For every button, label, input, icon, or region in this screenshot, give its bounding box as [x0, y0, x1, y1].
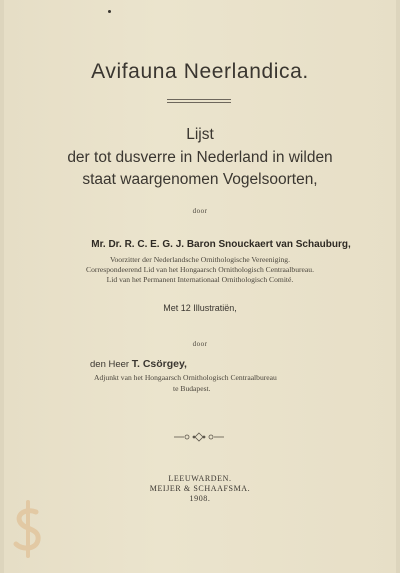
author-name: Mr. Dr. R. C. E. G. J. Baron Snouckaert van Schauburg, — [91, 239, 351, 250]
illustrator-role-1: Adjunkt van het Hongaarsch Ornithologisch Centraalbureau — [94, 373, 277, 382]
by-word-illustrator: door — [192, 340, 208, 348]
author-role-3: Lid van het Permanent Internationaal Ornithologisch Comité. — [106, 275, 294, 284]
book-title: Avifauna Neerlandica. — [91, 60, 309, 83]
illustrator-name: T. Csörgey, — [131, 358, 187, 370]
publication-year: 1908. — [189, 494, 211, 503]
title-rule-top — [167, 99, 231, 100]
printing-speck — [108, 10, 111, 13]
printers-ornament-icon — [174, 432, 224, 442]
author-role-1: Voorzitter der Nederlandsche Ornithologische Vereeniging. — [109, 255, 290, 264]
publisher-name: MEIJER & SCHAAFSMA. — [149, 484, 251, 493]
illustrations-note: Met 12 Illustratiën, — [163, 303, 237, 313]
illustrator-role-2: te Budapest. — [173, 384, 211, 393]
subtitle-line-2: der tot dusverre in Nederland in wilden — [67, 149, 333, 166]
author-role-2: Correspondeerend Lid van het Hongaarsch Ornithologisch Centraalbureau. — [86, 265, 314, 274]
title-rule-bottom — [167, 102, 231, 103]
illustrator-prefix: den Heer — [90, 359, 130, 370]
subtitle-line-1: Lijst — [186, 126, 214, 143]
illustrator-line — [90, 358, 187, 370]
title-page — [4, 0, 396, 573]
dollar-s-seal-icon — [8, 500, 48, 558]
publisher-city: LEEUWARDEN. — [168, 474, 232, 483]
subtitle-line-3: staat waargenomen Vogelsoorten, — [82, 171, 318, 188]
by-word-author: door — [192, 207, 208, 215]
